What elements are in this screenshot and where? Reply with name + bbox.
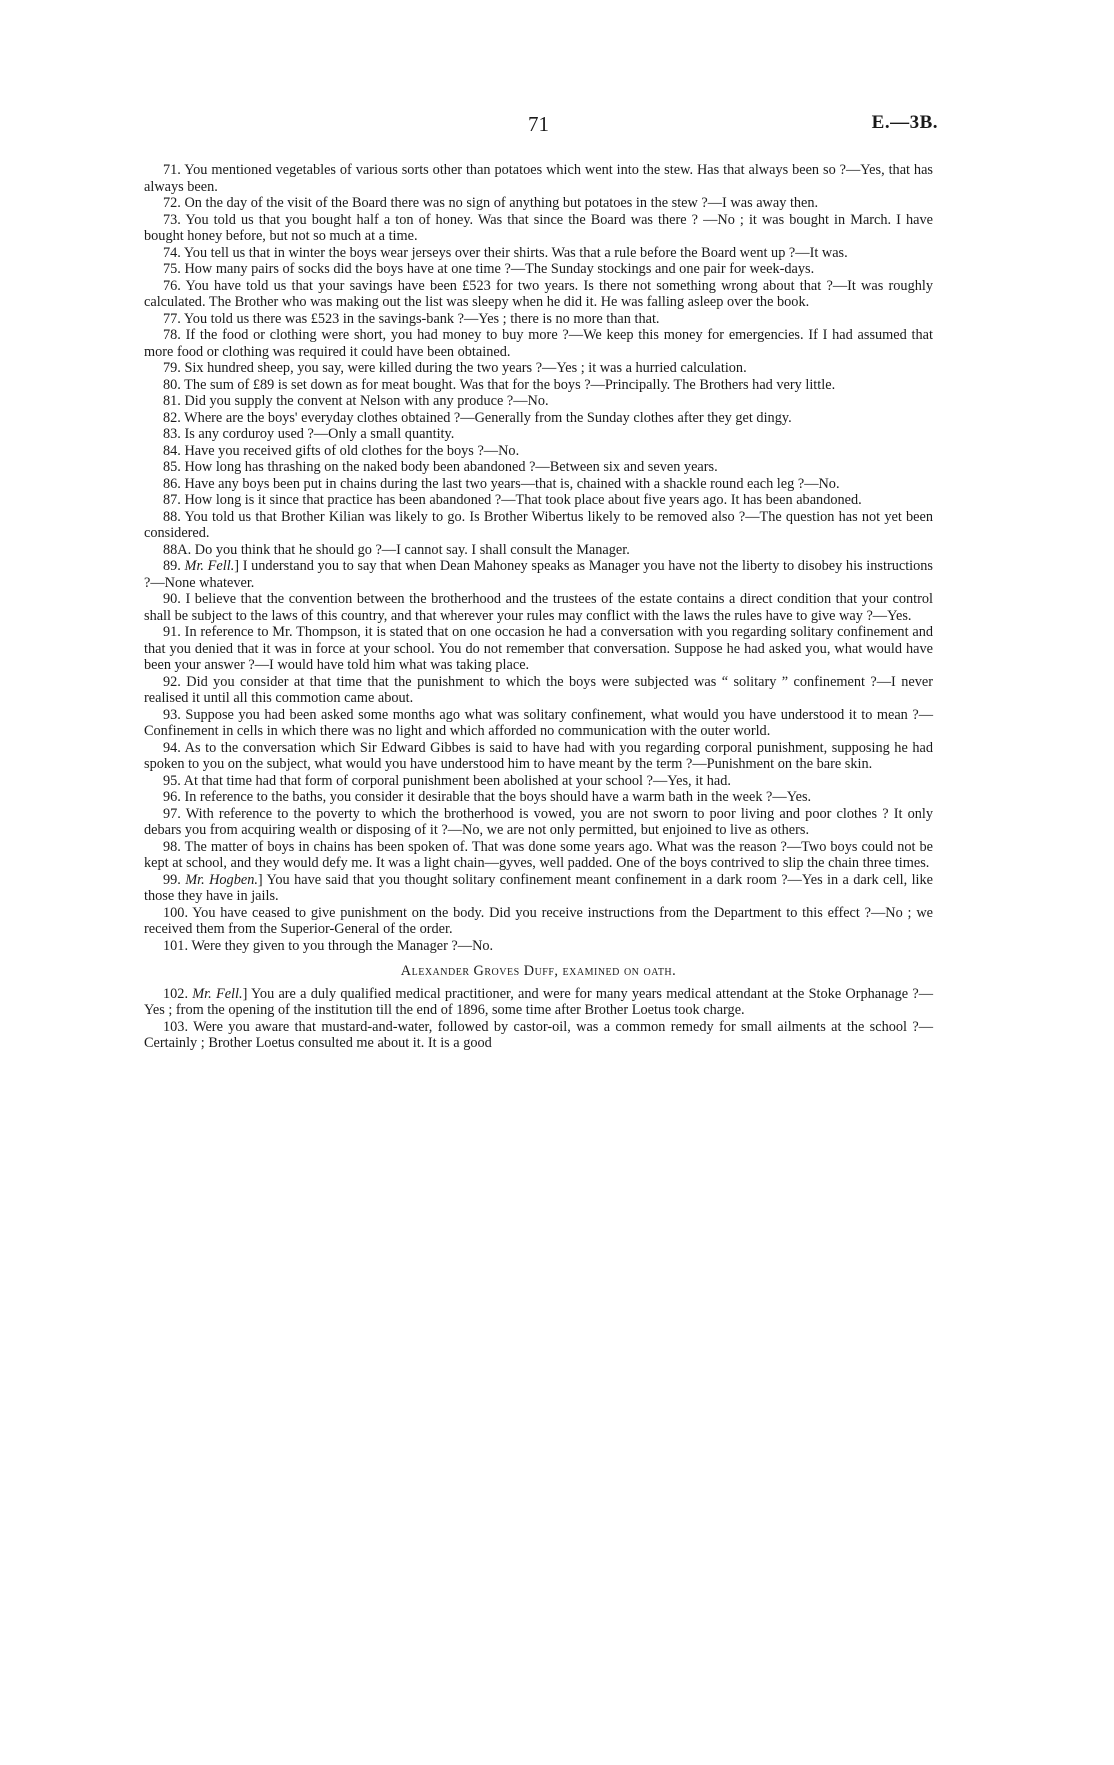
section-heading: Alexander Groves Duff, examined on oath.: [400, 963, 677, 979]
page-number: 71: [528, 112, 549, 136]
speaker-name: Mr. Fell.: [184, 558, 235, 574]
question-number: 99.: [163, 871, 186, 888]
paragraph-text: ] I understand you to say that when Dean Mahoney speaks as Manager you have not the liberty to disobey his instructions ?—None whatever.: [144, 558, 933, 591]
paragraph: 94. As to the conversation which Sir Edward Gibbes is said to have had with you regarding corporal punishment, supposing he had spoken to you on the subject, what would you have understood him to have meant by the term ?—Punishment on the bare skin.: [144, 739, 933, 772]
paragraph: [144, 872, 933, 905]
question-number: 89.: [163, 558, 185, 574]
paragraph: 82. Where are the boys' everyday clothes obtained ?—Generally from the Sunday clothes after they get dingy.: [163, 409, 792, 426]
page-header: [0, 112, 1114, 142]
paragraph: 72. On the day of the visit of the Board there was no sign of anything but potatoes in the stew ?—I was away then.: [163, 195, 819, 211]
paragraph: 92. Did you consider at that time that the punishment to which the boys were subjected was “ solitary ” confinement ?—I never realised it until all this commotion came about.: [144, 673, 933, 706]
paragraph: 76. You have told us that your savings have been £523 for two years. Is there not something wrong about that ?—It was roughly calculated. The Brother who was making out the list was sleepy when he did it. He was falling asleep over the book.: [144, 277, 933, 310]
paragraph: 84. Have you received gifts of old clothes for the boys ?—No.: [163, 442, 520, 459]
paragraph: 81. Did you supply the convent at Nelson with any produce ?—No.: [163, 393, 549, 409]
paragraph: [144, 558, 933, 591]
paragraph: 98. The matter of boys in chains has been spoken of. That was done some years ago. What was the reason ?—Two boys could not be kept at school, and they would defy me. It was a light chain—gyves, well padded. One of the boys contrived to slip the chain three times.: [144, 838, 933, 871]
paragraph: 95. At that time had that form of corporal punishment been abolished at your school ?—Yes, it had.: [163, 772, 731, 789]
paragraph: 77. You told us there was £523 in the savings-bank ?—Yes ; there is no more than that.: [163, 310, 660, 327]
paragraph: 88. You told us that Brother Kilian was likely to go. Is Brother Wibertus likely to be removed also ?—The question has not yet been considered.: [144, 508, 933, 541]
paragraph-text: ] You are a duly qualified medical practitioner, and were for many years medical attendant at the Stoke Orphanage ?—Yes ; from the opening of the institution till the end of 1896, some time after Brother Loetus took charge.: [144, 985, 933, 1018]
paragraph: 88A. Do you think that he should go ?—I cannot say. I shall consult the Manager.: [163, 541, 630, 558]
paragraph: 91. In reference to Mr. Thompson, it is stated that on one occasion he had a conversation with you regarding solitary confinement and that you denied that it was in force at your school. You do not remember that conversation. Suppose he had asked you, what would have been your answer ?—I would have told him what was taking place.: [144, 624, 933, 673]
document-body: [144, 162, 933, 1052]
paragraph: 74. You tell us that in winter the boys wear jerseys over their shirts. Was that a rule before the Board went up ?—It was.: [163, 244, 848, 261]
paragraph: 71. You mentioned vegetables of various sorts other than potatoes which went into the stew. Has that always been so ?—Yes, that has always been.: [144, 162, 933, 195]
paragraph: 100. You have ceased to give punishment on the body. Did you receive instructions from the Department to this effect ?—No ; we received them from the Superior-General of the order.: [144, 904, 933, 937]
paragraph: 78. If the food or clothing were short, you had money to buy more ?—We keep this money for emergencies. If I had assumed that more food or clothing was required it could have been obtained.: [144, 327, 933, 360]
speaker-name: Mr. Hogben.: [185, 871, 258, 888]
document-reference: E.—3B.: [871, 112, 938, 133]
paragraph: 79. Six hundred sheep, you say, were killed during the two years ?—Yes ; it was a hurried calculation.: [163, 360, 747, 376]
paragraph: 97. With reference to the poverty to which the brotherhood is vowed, you are not sworn to poor living and poor clothes ? It only debars you from acquiring wealth or disposing of it ?—No, we are not only permitted, but enjoined to live as others.: [144, 805, 933, 838]
paragraph: 93. Suppose you had been asked some months ago what was solitary confinement, what would you have understood it to mean ?—Confinement in cells in which there was no light and which afforded no communication with the outer world.: [144, 706, 933, 739]
paragraph: 101. Were they given to you through the Manager ?—No.: [163, 937, 494, 954]
paragraph-text: ] You have said that you thought solitary confinement meant confinement in a dark room ?—Yes in a dark cell, like those they have in jails.: [144, 871, 934, 904]
paragraph: 86. Have any boys been put in chains during the last two years—that is, chained with a shackle round each leg ?—No.: [163, 475, 840, 492]
paragraph: 87. How long is it since that practice has been abandoned ?—That took place about five years ago. It has been abandoned.: [163, 492, 862, 508]
speaker-name: Mr. Fell.: [192, 985, 243, 1002]
paragraph: 73. You told us that you bought half a ton of honey. Was that since the Board was there ? —No ; it was bought in March. I have bought honey before, but not so much at a time.: [144, 211, 933, 244]
paragraph: 83. Is any corduroy used ?—Only a small quantity.: [163, 426, 455, 442]
paragraph: 75. How many pairs of socks did the boys have at one time ?—The Sunday stockings and one pair for week-days.: [163, 261, 815, 277]
paragraph: 96. In reference to the baths, you consider it desirable that the boys should have a warm bath in the week ?—Yes.: [163, 789, 812, 805]
paragraph: [144, 986, 933, 1019]
question-number: 102.: [163, 985, 193, 1002]
paragraph: 80. The sum of £89 is set down as for meat bought. Was that for the boys ?—Principally. The Brothers had very little.: [163, 376, 836, 393]
paragraph: 90. I believe that the convention between the brotherhood and the trustees of the estate contains a direct condition that your control shall be subject to the laws of this country, and that wherever your rules may conflict with the laws the rules have to give way ?—Yes.: [144, 591, 933, 624]
paragraph: 103. Were you aware that mustard-and-water, followed by castor-oil, was a common remedy for small ailments at the school ?—Certainly ; Brother Loetus consulted me about it. It is a good: [144, 1018, 933, 1051]
paragraph: 85. How long has thrashing on the naked body been abandoned ?—Between six and seven years.: [163, 459, 718, 475]
